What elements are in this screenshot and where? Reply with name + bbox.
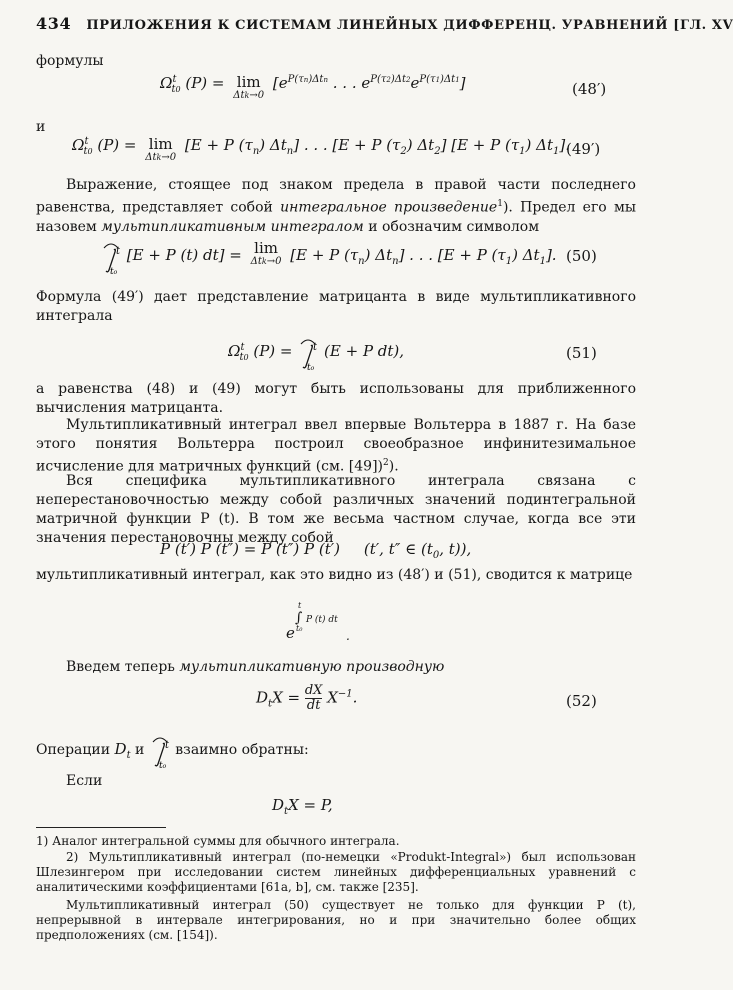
footnote-3: Мультипликативный интеграл (50) существует не только для функции P (t), непрерывной в интервале интегрирования, но и при значительно более общих предположениях (см. [154]). bbox=[36, 898, 636, 942]
formulas-word: формулы bbox=[36, 53, 104, 69]
lim-operator: lim Δtk→0 bbox=[233, 73, 265, 101]
paragraph-derivative-intro: Введем теперь мультипликативную производную bbox=[66, 659, 445, 675]
multiplicative-integral-symbol bbox=[297, 336, 319, 373]
equation-50-number: (50) bbox=[566, 247, 597, 265]
term-multiplicative-derivative: мультипликативную производную bbox=[179, 659, 445, 675]
equation-51: $\Omega^t_{t0}$ (P) = t t₀ (E + P dt), bbox=[228, 336, 404, 370]
svg-text:t₀: t₀ bbox=[110, 267, 118, 277]
paragraph-operations: Операции $D_t$ и t t₀ взаимно обратны: bbox=[36, 734, 309, 768]
page-number: 434 bbox=[36, 14, 72, 33]
svg-text:t: t bbox=[116, 246, 121, 257]
lim-operator: lim Δtk→0 bbox=[145, 135, 177, 163]
equation-48-number: (48′) bbox=[572, 80, 607, 98]
equation-commutativity: P (t′) P (t″) = P (t″) P (t′) (t′, t″ ∈ ($t_0$, t)), bbox=[160, 540, 472, 561]
svg-text:t₀: t₀ bbox=[158, 761, 167, 771]
equation-49-number: (49′) bbox=[566, 140, 601, 158]
paragraph-specifics: Вся специфика мультипликативного интеграла связана с неперестановочностью между собой различных значений подинтегральной матричной функции P (t). В том же весьма частном случае, когда все эти значения перестановочны между собой bbox=[36, 473, 636, 546]
equation-50: t t₀ [E + P (t) dt] = lim Δtk→0 [E + P $(\tau_n)$ $\Delta t_n$] . . . [E + P $(\tau_1)$ $\Delta t_1$]. bbox=[100, 240, 557, 274]
svg-text:e: e bbox=[286, 624, 295, 642]
equation-49-prime: $\Omega^t_{t0}$ (P) = lim Δtk→0 [E + P $(\tau_n)$ $\Delta t_n$] . . . [E + P $(\tau_2)$ $\Delta t_2$] [E + P $(\tau_1)$ $\Delta t_1$]. bbox=[72, 135, 570, 163]
paragraph-if: Если bbox=[66, 773, 103, 789]
running-header bbox=[36, 14, 733, 33]
svg-text:.: . bbox=[346, 629, 350, 643]
paragraph-equalities: а равенства (48) и (49) могут быть использованы для приближенного вычисления матрицанта. bbox=[36, 381, 636, 416]
equation-exponential-integral bbox=[286, 600, 356, 648]
multiplicative-integral-symbol bbox=[100, 240, 122, 277]
lim-operator: lim Δtk→0 bbox=[250, 239, 282, 267]
fraction-dX-dt: $\frac{dX}{dt}$ bbox=[304, 683, 323, 713]
term-multiplicative-integral: мультипликативным интегралом bbox=[101, 218, 364, 235]
equation-51-number: (51) bbox=[566, 344, 597, 362]
equation-52: $D_tX$ = $\frac{dX}{dt}$ $X^{-1}$. bbox=[256, 683, 358, 713]
svg-text:t: t bbox=[298, 601, 302, 610]
paragraph-expression: Выражение, стоящее под знаком предела в правой части последнего равенства, представляет собой интегральное произведение$^1$). Предел его мы назовем мультипликативным интегралом и обозначим символом bbox=[36, 177, 637, 235]
equation-dtx-equals-p: $D_tX = P$, bbox=[272, 796, 333, 817]
multiplicative-integral-symbol bbox=[149, 734, 171, 771]
paragraph-formula-49: Формула (49′) дает представление матрицанта в виде мультипликативного интеграла bbox=[36, 289, 636, 324]
svg-text:∫: ∫ bbox=[295, 610, 303, 626]
svg-text:t: t bbox=[164, 740, 169, 751]
term-integral-product: интегральное произведение bbox=[280, 199, 498, 216]
footnote-1: 1) Аналог интегральной суммы для обычного интеграла. bbox=[36, 834, 400, 848]
and-word: и bbox=[36, 119, 46, 135]
running-title: ПРИЛОЖЕНИЯ К СИСТЕМАМ ЛИНЕЙНЫХ ДИФФЕРЕНЦ. УРАВНЕНИЙ [ГЛ. XV bbox=[86, 18, 733, 33]
svg-text:P (t) dt: P (t) dt bbox=[306, 615, 338, 625]
footnote-rule bbox=[36, 827, 166, 828]
equation-52-number: (52) bbox=[566, 692, 597, 710]
footnote-2: 2) Мультипликативный интеграл (по-немецки «Produkt-Integral») был использован Шлезингером при исследовании систем линейных дифференциальных уравнений с аналитическими коэффициентами [61a, b], см. также [235]. bbox=[36, 850, 636, 894]
svg-text:t₀: t₀ bbox=[296, 624, 303, 633]
paragraph-reduces: мультипликативный интеграл, как это видно из (48′) и (51), сводится к матрице bbox=[36, 567, 633, 583]
svg-text:t₀: t₀ bbox=[307, 363, 315, 373]
paragraph-volterra: Мультипликативный интеграл ввел впервые Вольтерра в 1887 г. На базе этого понятия Вольтерра построил своеобразное инфинитезимальное исчисление для матричных функций (см. [49])$^2$). bbox=[36, 417, 636, 475]
svg-text:t: t bbox=[313, 342, 318, 353]
equation-48-prime: $\Omega^t_{t0}$ (P) = lim Δtk→0 [$e^{P(\tau n)\Delta tn}$ . . . $e^{P(\tau 2)\Delta t2}e^{P(\tau 1)\Delta t1}$] bbox=[160, 73, 466, 101]
